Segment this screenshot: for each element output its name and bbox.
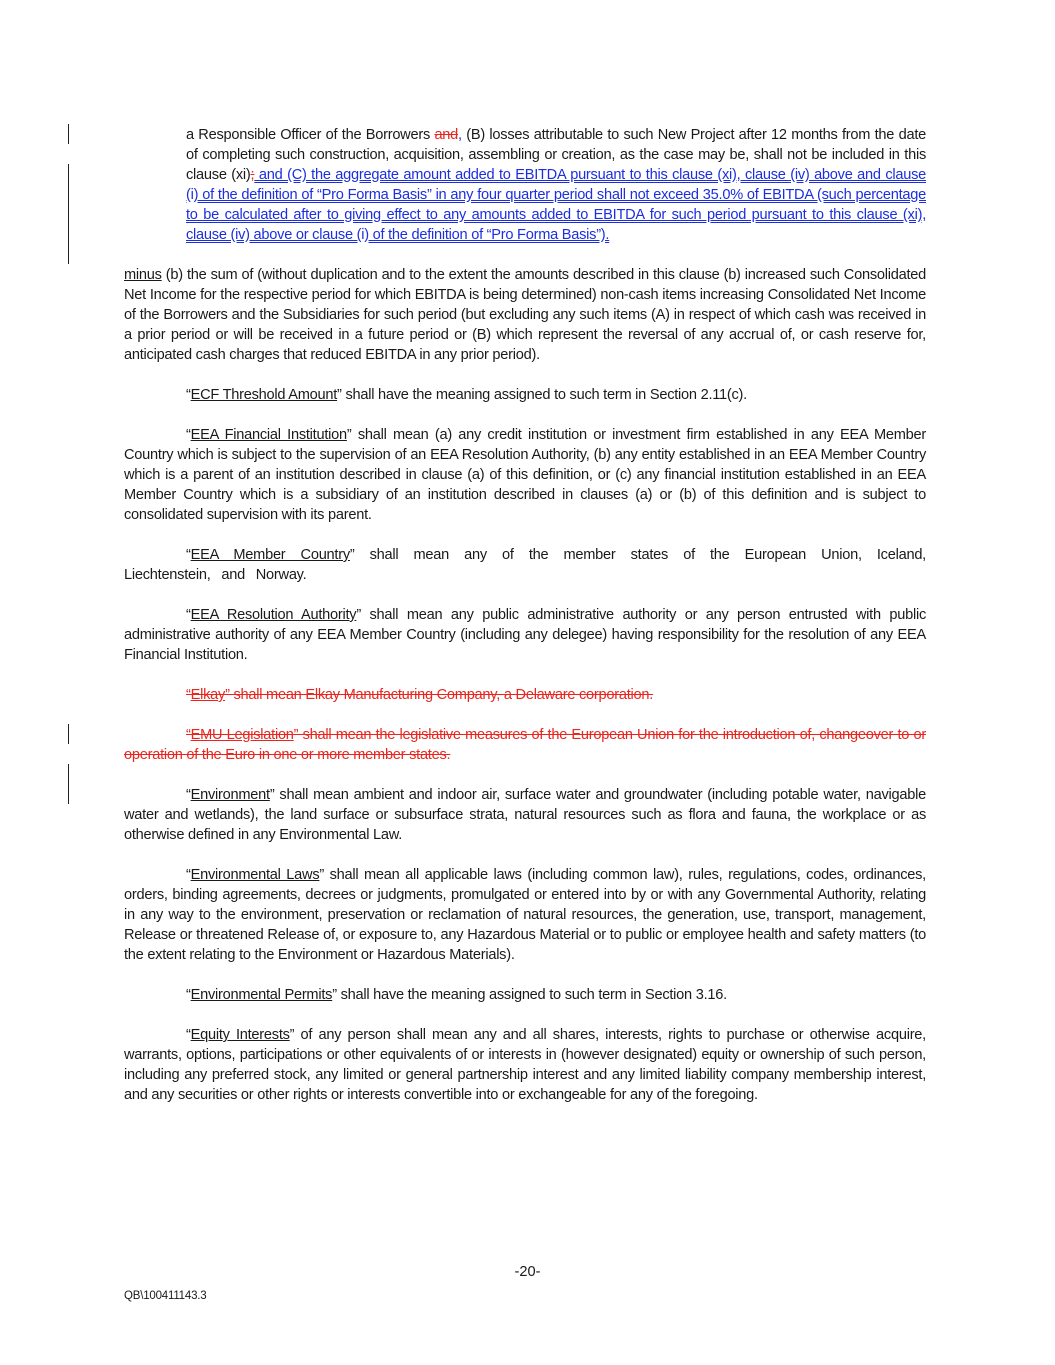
definition-emu-legislation-deleted: “EMU Legislation” shall mean the legislative measures of the European Union for the introduction of, changeover to or operation of the Euro in one or more member states. [124,727,926,763]
defined-term: ECF Threshold Amount [190,387,338,403]
defined-term: Environment [190,787,270,803]
change-bar [68,764,69,804]
defined-term: EEA Member Country [190,547,350,563]
definition-eea-resolution-authority: “EEA Resolution Authority” shall mean any public administrative authority or any person entrusted with public administrative authority of any EEA Member Country (including any delegee) having responsibility for the resolution of any EEA Financial Institution. [124,607,926,663]
defined-term: EEA Resolution Authority [190,607,357,623]
defined-term: Environmental Laws [190,867,320,883]
defined-term: EMU Legislation [190,727,294,743]
definition-environmental-permits: “Environmental Permits” shall have the meaning assigned to such term in Section 3.16. [186,987,727,1003]
defined-term: EEA Financial Institution [190,427,347,443]
change-bar [68,164,69,264]
definition-eea-member-country: “EEA Member Country” shall mean any of the member states of the European Union, Iceland, Liechtenstein, and Norway. [124,547,926,583]
inserted-text: and (C) the aggregate amount added to EBITDA pursuant to this clause (xi), clause (iv) above and clause (i) of the definition of “Pro Forma Basis” in any four quarter period shall not exceed 35.0% of EBITDA (such percentage to be calculated after to giving effect to any amounts added to EBITDA for such period pursuant to this clause (xi), clause (iv) above or clause (i) of the definition of “Pro Forma Basis”). [186,167,927,243]
document-body [124,125,926,1125]
defined-term: Equity Interests [190,1027,290,1043]
deleted-text: and [434,127,459,143]
defined-term: Elkay [190,687,226,703]
inserted-text: , [458,127,462,143]
definition-environmental-laws: “Environmental Laws” shall mean all applicable laws (including common law), rules, regulations, codes, ordinances, orders, binding agreements, decrees or judgments, promulgated or entered into by or with any Governmental Authority, relating in any way to the environment, preservation or reclamation of natural resources, the generation, use, transport, management, Release or threatened Release of, or exposure to, any Hazardous Material or to public or employee health and safety matters (to the extent relating to the Environment or Hazardous Materials). [124,867,926,963]
definition-elkay-deleted: “Elkay” shall mean Elkay Manufacturing Company, a Delaware corporation. [186,687,654,703]
definition-ecf-threshold-amount: “ECF Threshold Amount” shall have the meaning assigned to such term in Section 2.11(c). [186,387,747,403]
clause-xi-continuation: a Responsible Officer of the Borrowers and, (B) losses attributable to such New Project after 12 months from the date of completing such construction, acquisition, assembling or creation, as the case may be, shall not be included in this clause (xi); and (C) the aggregate amount added to EBITDA pursuant to this clause (xi), clause (iv) above and clause (i) of the definition of “Pro Forma Basis” in any four quarter period shall not exceed 35.0% of EBITDA (such percentage to be calculated after to giving effect to any amounts added to EBITDA for such period pursuant to this clause (xi), clause (iv) above or clause (i) of the definition of “Pro Forma Basis”). [186,127,927,243]
definition-eea-financial-institution: “EEA Financial Institution” shall mean (a) any credit institution or investment firm established in any EEA Member Country which is subject to the supervision of an EEA Resolution Authority, (b) any entity established in an EEA Member Country which is a parent of an institution described in clause (a) of this definition, or (c) any financial institution established in an EEA Member Country which is a subsidiary of an institution described in clauses (a) or (b) of this definition and is subject to consolidated supervision with its parent. [124,427,927,523]
change-bar [68,124,69,144]
minus-clause-b: minus (b) the sum of (without duplication and to the extent the amounts described in this clause (b) increased such Consolidated Net Income for the respective period for which EBITDA is being determined) non-cash items increasing Consolidated Net Income of the Borrowers and the Subsidiaries for such period (but excluding any such items (A) in respect of which cash was received in a prior period or will be received in a future period or (B) which represent the reversal of any accrual of, or cash reserve for, anticipated cash charges that reduced EBITDA in any prior period). [124,267,926,363]
change-bar [68,724,69,744]
defined-term: Environmental Permits [190,987,333,1003]
definition-environment: “Environment” shall mean ambient and indoor air, surface water and groundwater (including potable water, navigable water and wetlands), the land surface or subsurface strata, natural resources such as flora and fauna, the workplace or as otherwise defined in any Environmental Law. [124,787,926,843]
document-id: QB\100411143.3 [124,1290,207,1302]
page-number: -20- [514,1264,541,1280]
definition-equity-interests: “Equity Interests” of any person shall mean any and all shares, interests, rights to purchase or otherwise acquire, warrants, options, participations or other equivalents of or interests in (however designated) equity or ownership of such person, including any preferred stock, any limited or general partnership interest and any limited liability company membership interest, and any securities or other rights or interests convertible into or exchangeable for any of the foregoing. [124,1027,926,1103]
deleted-text: ; [250,167,255,183]
